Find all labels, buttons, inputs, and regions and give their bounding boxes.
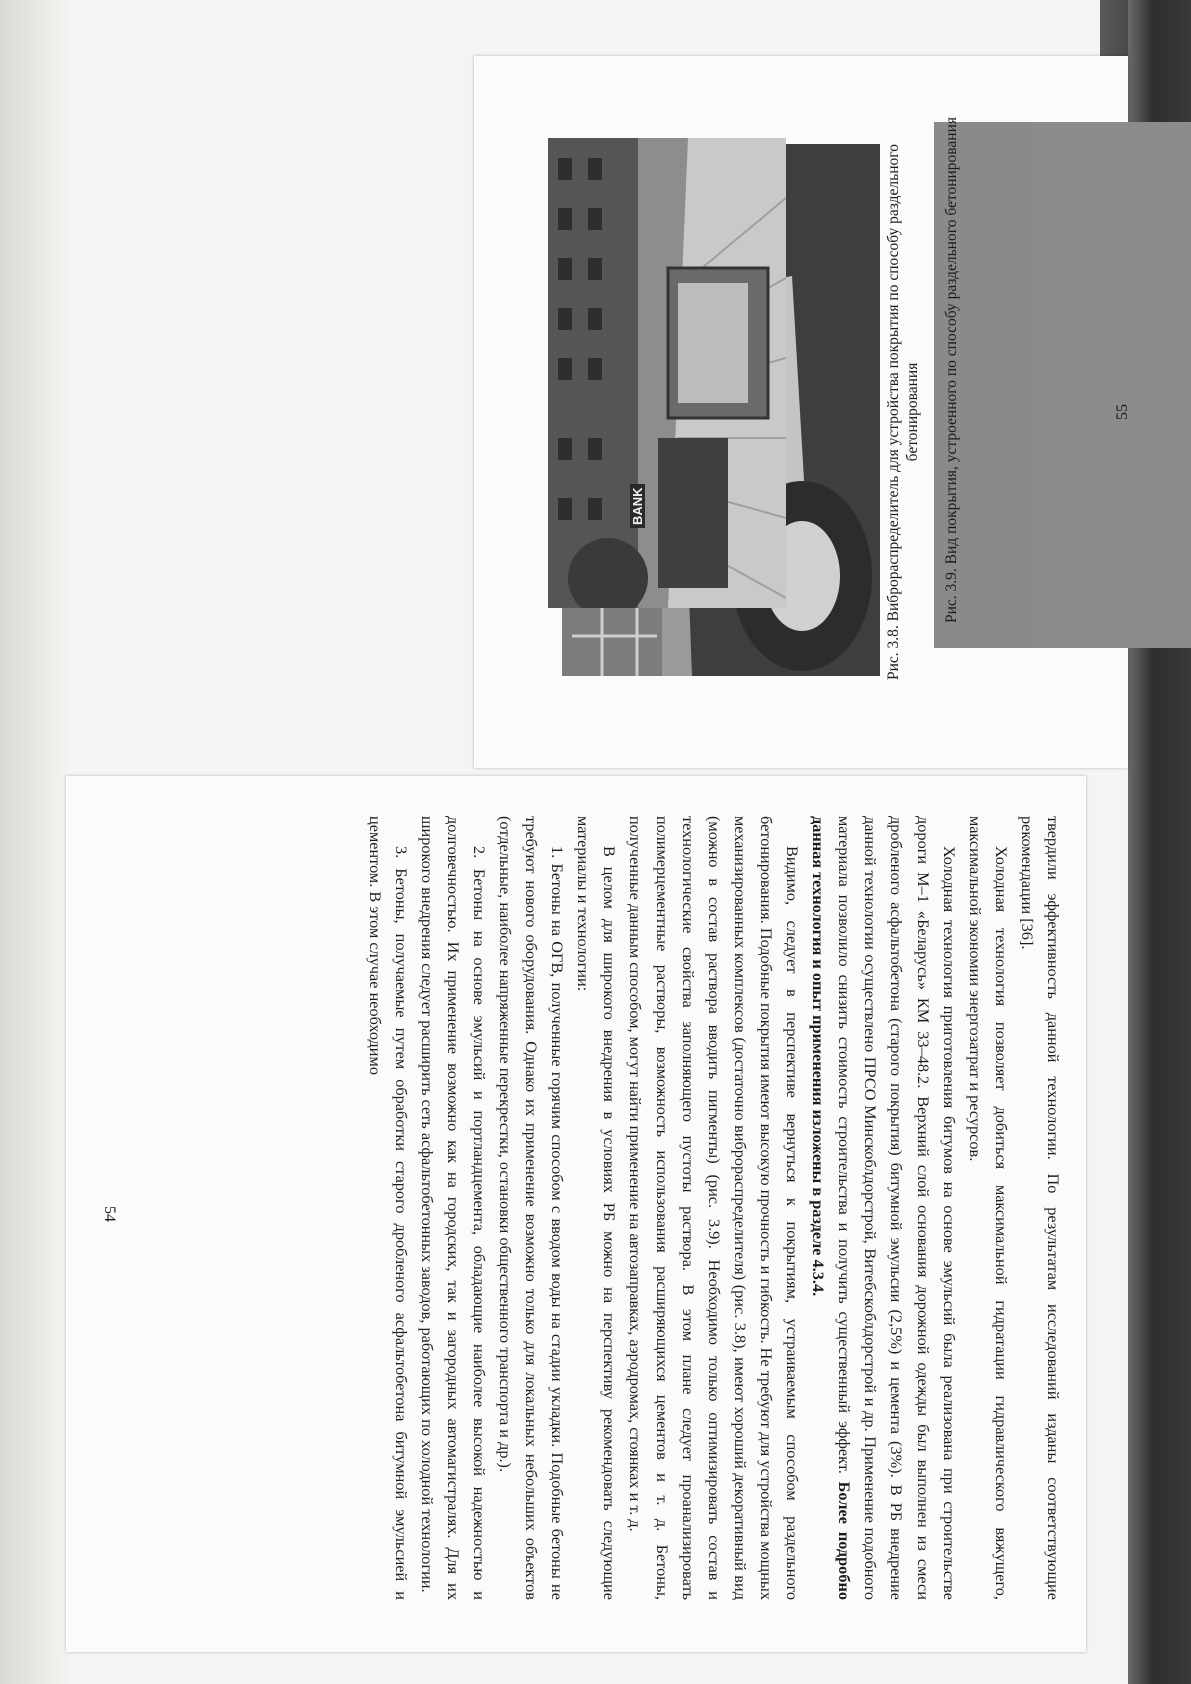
figure-3-9-caption-wrap [942, 40, 961, 700]
list-item-3: 3. Бетоны, получаемые путем обработки старого дробленого асфальтобетона битумной эмульсией и цементом. В этом случае необходимо [365, 816, 411, 1600]
paragraph-3 [805, 816, 962, 1600]
bank-street-photo [548, 138, 786, 608]
scan-left-edge [0, 0, 70, 1684]
bank-sign: BANK [630, 484, 645, 528]
paragraph-1: твердили эффективность данной технологии. По результатам исследований изданы соответствующие рекомендации [36]. [1017, 816, 1063, 1600]
figure-3-9-caption: Рис. 3.9. Вид покрытия, устроенного по способу раздельного бетонирования [943, 117, 960, 623]
paragraph-2: Холодная технология позволяет добиться максимальной гидратации гидравлического вяжущего, максимальной экономии энергозатрат и ресурсов. [965, 816, 1011, 1600]
body-text [361, 816, 1066, 1600]
bold-reference: Более подробно данная технология и опыт применения изложены в разделе 4.3.4. [809, 816, 855, 1600]
paragraph-5: В целом для широкого внедрения в условиях РБ можно на перспективу рекомендовать следующие материалы и технологии: [574, 816, 620, 1600]
paragraph-4: Видимо, следует в перспективе вернуться к покрытиям, устраиваемым способом раздельного бетонирования. Подобные покрытия имеют высокую прочность и гибкость. Не требуют для устройства мощных механизированных комплексов (достаточно виброраспределителя) (рис. 3.8), имеют хороший декоративный вид (можно в состав раствора вводить пигменты) (рис. 3.9). Необходимо только оптимизировать состав и технологические свойства заполняющего пустоты раствора. В этом плане следует проанализировать полимерцементные растворы, возможность использования расширяющихся цементов и т. д. Бетоны, полученные данным способом, могут найти применение на автозаправках, аэродромах, стоянках и т. д. [626, 816, 803, 1600]
page-54-content [66, 776, 1086, 1652]
list-item-1: 1. Бетоны на ОГВ, полученные горячим способом с вводом воды на стадии укладки. Подобные бетоны не требуют нового оборудования. Однако их применение возможно только для локальных небольших объектов (отдельные, наиболее напряженные перекрестки, остановки общественного транспорта и др.). [496, 816, 568, 1600]
page-number-55: 55 [1114, 404, 1131, 420]
page-54 [66, 776, 1086, 1652]
figure-3-8-caption: Рис. 3.8. Виброраспределитель для устройства покрытия по способу раздельного бетонирования [885, 144, 921, 680]
figure-3-9-photo [934, 122, 1191, 648]
list-item-2: 2. Бетоны на основе эмульсий и портландцемента, обладающие наиболее высокой надежностью и долговечностью. Их применение возможно как на городских, так и загородных автомагистралях. Для их широкого внедрения следует расширить сеть асфальтобетонных заводов, работающих по холодной технологии. [417, 816, 489, 1600]
page-number-54: 54 [101, 1206, 118, 1222]
paragraph-3-text: Холодная технология приготовления битумов на основе эмульсий была реализована при строительстве дороги М–1 «Беларусь» КМ 33–48.2. Верхний слой основания дорожной одежды был выполнен из смеси дробленого асфальтобетона (старого покрытия) битумной эмульсии (2,5%) и цемента (3%). В РБ внедрение данной технологии осуществлено ПРСО Минскоблдорстрой, Витебскоблдорстрой и др. Применение подобного материала позволило снизить стоимость строительства и получить существенный эффект. [835, 816, 959, 1600]
figure-3-9-photo-area [548, 138, 786, 608]
